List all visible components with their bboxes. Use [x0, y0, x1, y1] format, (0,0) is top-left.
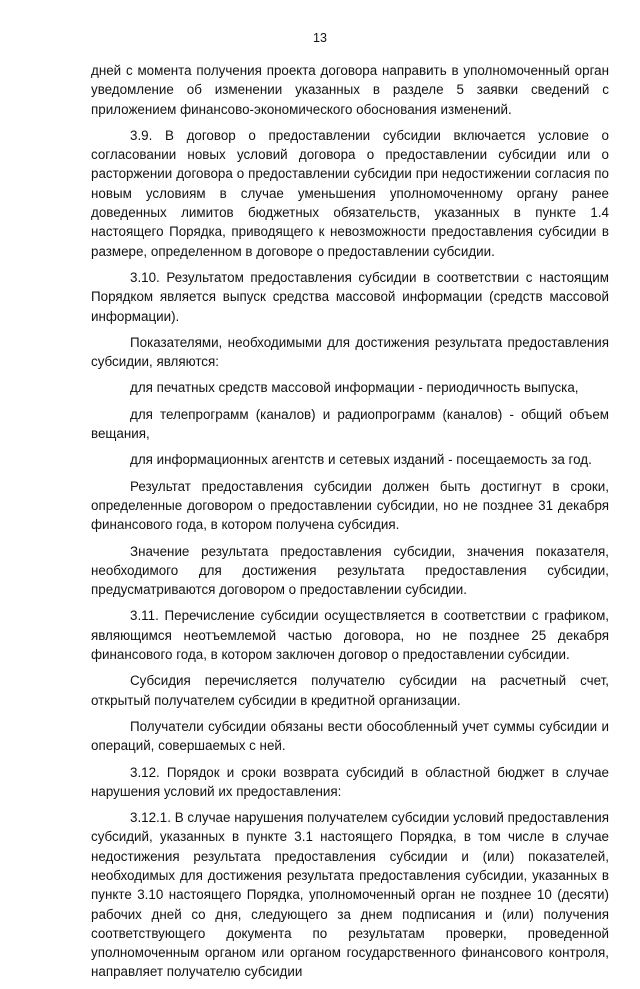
- document-body: [91, 61, 609, 989]
- paragraph-3-12: 3.12. Порядок и сроки возврата субсидий в областной бюджет в случае нарушения условий их предоставления:: [91, 764, 609, 799]
- paragraph-3-11: 3.11. Перечисление субсидии осуществляется в соответствии с графиком, являющимся неотъемлемой частью договора, но не позднее 25 декабря финансового года, в котором заключен договор о предоставлении субсидии.: [91, 608, 609, 663]
- paragraph-3-10: 3.10. Результатом предоставления субсидии в соответствии с настоящим Порядком является выпуск средства массовой информации (средств массовой информации).: [91, 269, 609, 324]
- paragraph-continuation: дней с момента получения проекта договора направить в уполномоченный орган уведомление об изменении указанных в разделе 5 заявки сведений с приложением финансово-экономического обоснования изменений.: [91, 63, 609, 117]
- paragraph-indicators: Показателями, необходимыми для достижения результата предоставления субсидии, являются:: [91, 334, 609, 370]
- paragraph-transfer-account: Субсидия перечисляется получателю субсидии на расчетный счет, открытый получателем субсидии в кредитной организации.: [91, 673, 609, 708]
- paragraph-tv-radio: для телепрограмм (каналов) и радиопрограмм (каналов) - общий объем вещания,: [91, 406, 609, 442]
- paragraph-3-9: 3.9. В договор о предоставлении субсидии включается условие о согласовании новых условий договора о предоставлении субсидии или о расторжении договора о предоставлении субсидии при недостижении согласия по новым условиям в случае уменьшения уполномоченному органу ранее доведенных лимитов бюджетных обязательств, указанных в пункте 1.4 настоящего Порядка, приводящего к невозможности предоставления субсидии в размере, определенном в договоре о предоставлении субсидии.: [91, 127, 609, 259]
- paragraph-print-media: для печатных средств массовой информации - периодичность выпуска,: [130, 380, 579, 396]
- paragraph-separate-accounting: Получатели субсидии обязаны вести обособленный учет суммы субсидии и операций, совершаемых с ней.: [91, 718, 609, 754]
- paragraph-result-values: Значение результата предоставления субсидии, значения показателя, необходимого для достижения результата предоставления субсидии, предусматриваются договором о предоставлении субсидии.: [91, 543, 609, 598]
- paragraph-news-agencies: для информационных агентств и сетевых изданий - посещаемость за год.: [130, 452, 592, 468]
- paragraph-3-12-1: 3.12.1. В случае нарушения получателем субсидии условий предоставления субсидий, указанных в пункте 3.1 настоящего Порядка, в том числе в случае недостижения результата предоставления субсидии и (или) показателей, необходимых для достижения результата предоставления субсидии, указанных в пункте 3.10 настоящего Порядка, уполномоченный орган не позднее 10 (десяти) рабочих дней со дня, следующего за днем подписания и (или) получения соответствующего документа по результатам проверки, проведенной уполномоченным органом или органом государственного финансового контроля, направляет получателю субсидии: [91, 810, 609, 980]
- paragraph-result-deadline: Результат предоставления субсидии должен быть достигнут в сроки, определенные договором о предоставлении субсидии, но не позднее 31 декабря финансового года, в котором получена субсидия.: [91, 478, 609, 533]
- page-number: 13: [313, 31, 327, 45]
